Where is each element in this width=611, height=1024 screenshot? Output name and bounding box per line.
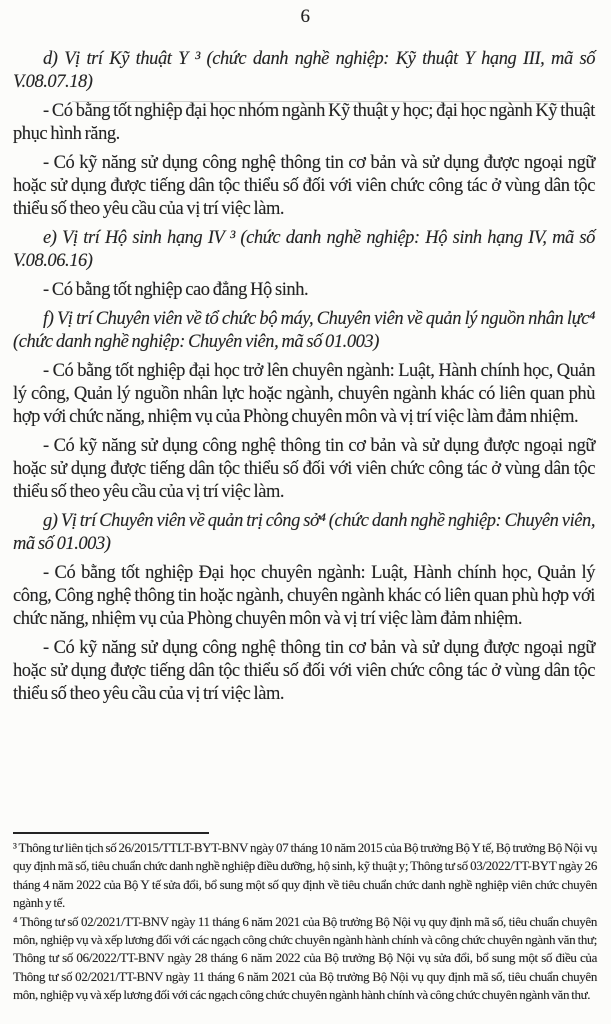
section-f-requirement-1: - Có bằng tốt nghiệp đại học trở lên chuyên ngành: Luật, Hành chính học, Quản lý công, Quản lý nguồn nhân lực hoặc ngành, chuyên ngành khác có liên quan phù hợp với chức năng, nhiệm vụ của Phòng chuyên môn và vị trí việc làm đảm nhiệm. [13, 361, 595, 427]
section-f-requirement-2: - Có kỹ năng sử dụng công nghệ thông tin cơ bản và sử dụng được ngoại ngữ hoặc sử dụng được tiếng dân tộc thiểu số đối với viên chức công tác ở vùng dân tộc thiểu số theo yêu cầu của vị trí việc làm. [13, 436, 595, 502]
footnotes-section [13, 832, 597, 1005]
section-d-requirement-2: - Có kỹ năng sử dụng công nghệ thông tin cơ bản và sử dụng được ngoại ngữ hoặc sử dụng được tiếng dân tộc thiểu số đối với viên chức công tác ở vùng dân tộc thiểu số theo yêu cầu của vị trí việc làm. [13, 153, 595, 219]
footnote-4: ⁴ Thông tư số 02/2021/TT-BNV ngày 11 tháng 6 năm 2021 của Bộ trưởng Bộ Nội vụ quy định mã số, tiêu chuẩn chuyên môn, nghiệp vụ và xếp lương đối với các ngạch công chức chuyên ngành hành chính và công chức chuyên ngành văn thư; Thông tư số 06/2022/TT-BNV ngày 28 tháng 6 năm 2022 của Bộ trưởng Bộ Nội vụ sửa đổi, bổ sung một số điều của Thông tư số 02/2021/TT-BNV ngày 11 tháng 6 năm 2021 của Bộ trưởng Bộ Nội vụ quy định mã số, tiêu chuẩn chuyên môn, nghiệp vụ và xếp lương đối với các ngạch công chức chuyên ngành hành chính và công chức chuyên ngành văn thư. [13, 913, 597, 1003]
document-body [13, 48, 595, 712]
section-g-requirement-2: - Có kỹ năng sử dụng công nghệ thông tin cơ bản và sử dụng được ngoại ngữ hoặc sử dụng được tiếng dân tộc thiểu số đối với viên chức công tác ở vùng dân tộc thiểu số theo yêu cầu của vị trí việc làm. [13, 638, 595, 704]
page-number: 6 [300, 6, 311, 27]
section-heading-e: e) Vị trí Hộ sinh hạng IV ³ (chức danh nghề nghiệp: Hộ sinh hạng IV, mã số V.08.06.16) [13, 228, 595, 271]
section-d-requirement-1: - Có bằng tốt nghiệp đại học nhóm ngành Kỹ thuật y học; đại học ngành Kỹ thuật phục hình răng. [13, 101, 595, 144]
section-g-requirement-1: - Có bằng tốt nghiệp Đại học chuyên ngành: Luật, Hành chính học, Quản lý công, Công nghệ thông tin hoặc ngành, chuyên ngành khác có liên quan phù hợp với chức năng, nhiệm vụ của Phòng chuyên môn và vị trí việc làm đảm nhiệm. [13, 563, 595, 629]
section-e-requirement-1: - Có bằng tốt nghiệp cao đẳng Hộ sinh. [43, 280, 309, 300]
section-heading-d: d) Vị trí Kỹ thuật Y ³ (chức danh nghề nghiệp: Kỹ thuật Y hạng III, mã số V.08.07.18) [13, 49, 595, 92]
section-heading-f: f) Vị trí Chuyên viên về tổ chức bộ máy, Chuyên viên về quản lý nguồn nhân lực⁴ (chức danh nghề nghiệp: Chuyên viên, mã số 01.003) [13, 309, 595, 352]
section-heading-g: g) Vị trí Chuyên viên về quản trị công sở⁴ (chức danh nghề nghiệp: Chuyên viên, mã số 01.003) [13, 511, 595, 554]
footnote-3: ³ Thông tư liên tịch số 26/2015/TTLT-BYT-BNV ngày 07 tháng 10 năm 2015 của Bộ trưởng Bộ Y tế, Bộ trưởng Bộ Nội vụ quy định mã số, tiêu chuẩn chức danh nghề nghiệp điều dưỡng, hộ sinh, kỹ thuật y; Thông tư số 03/2022/TT-BYT ngày 26 tháng 4 năm 2022 của Bộ Y tế sửa đổi, bổ sung một số quy định về tiêu chuẩn chức danh nghề nghiệp viên chức chuyên ngành y tế. [13, 840, 597, 911]
footnote-separator [13, 832, 209, 834]
